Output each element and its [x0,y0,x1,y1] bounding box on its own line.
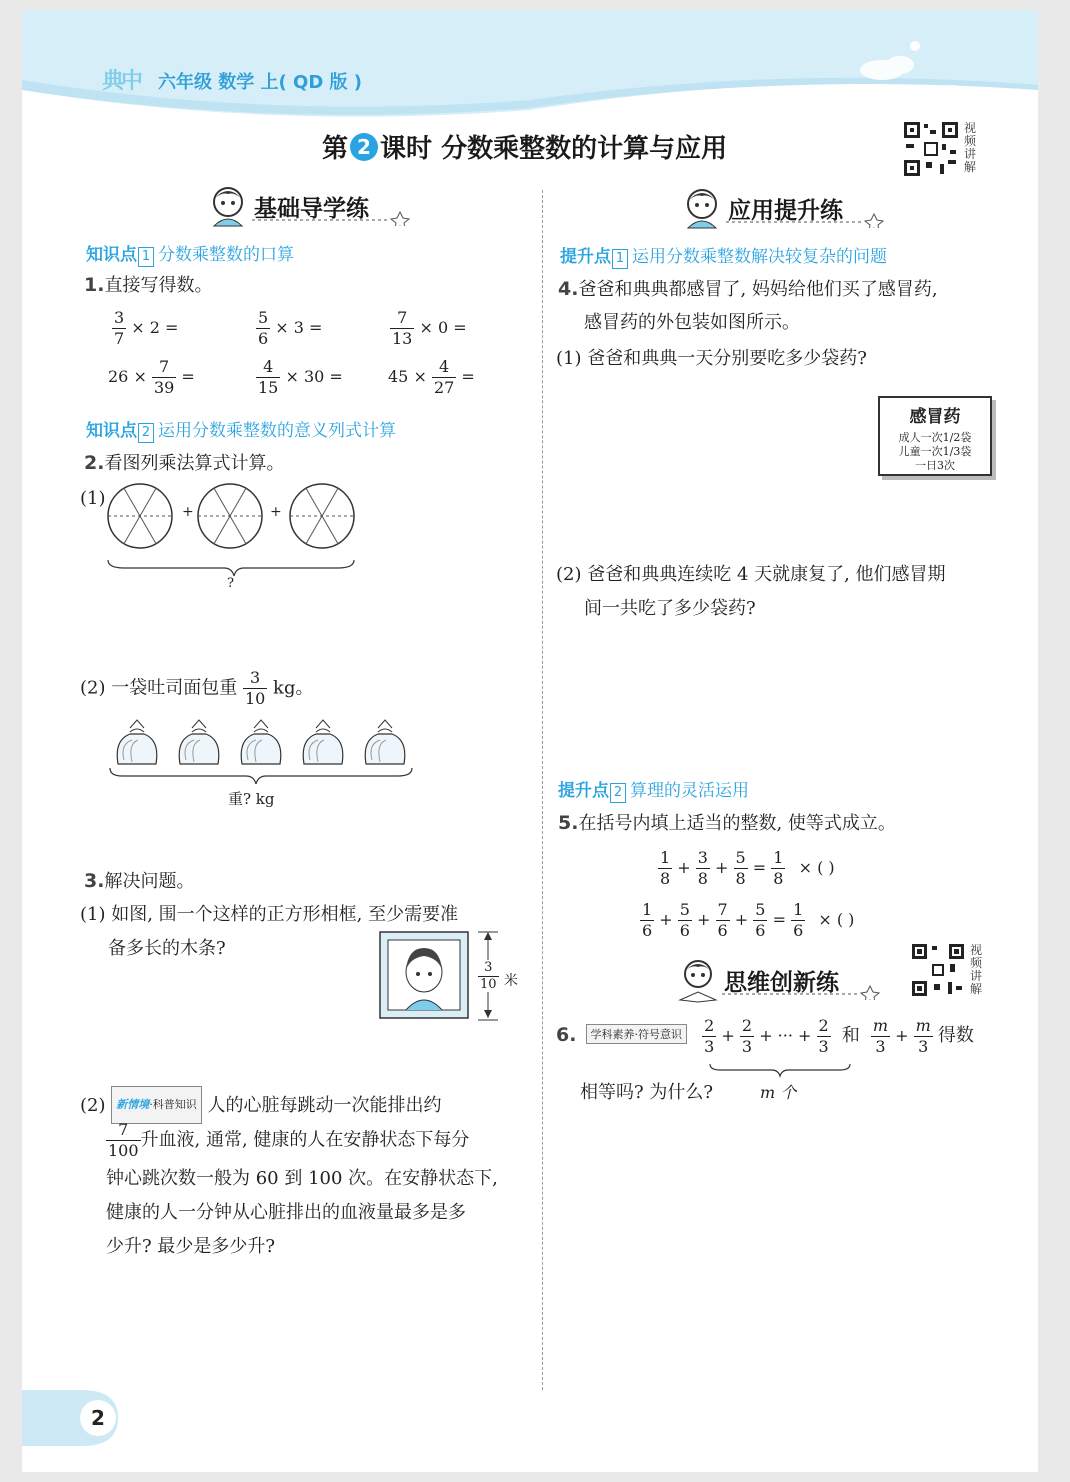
question-2: 2.看图列乘法算式计算。 [84,452,285,474]
plus-sign-2: + [270,504,282,520]
photo-frame-illustration [378,930,474,1024]
qr-label: 视频讲解 [970,943,983,996]
qr-code-icon[interactable] [902,120,960,178]
mascot-icon [208,184,248,228]
column-divider [542,190,543,1390]
question-4-line1: 4.爸爸和典典都感冒了, 妈妈给他们买了感冒药, [558,278,938,300]
lesson-title [322,128,727,165]
section-underline [724,208,884,228]
bread-weight-caption: 重? kg [228,790,275,808]
section-title-thinking: 思维创新练 [724,970,839,996]
oral-calc-3: $\frac{7}{13}$ × 0 = [392,308,467,348]
question-1: 1.直接写得数。 [84,274,213,296]
q2-part1-label: (1) [80,488,106,509]
brace-question: ? [227,576,234,591]
lesson-number: 2 [350,133,378,161]
oral-calc-4: 26 × $\frac{7}{39}$ = [108,357,195,397]
question-5: 5.在括号内填上适当的整数, 使等式成立。 [558,812,896,834]
q4-part2-line2: 间一共吃了多少袋药? [584,598,756,619]
q3-part1-line1: (1) 如图, 围一个这样的正方形相框, 至少需要准 [80,904,459,925]
q6-brace [708,1062,852,1082]
workbook-page [22,10,1038,1472]
improve-point-2: 提升点 2 算理的灵活运用 [558,781,749,801]
q3-part2-line4: 健康的人一分钟从心脏排出的血液量最多是多 [106,1202,466,1223]
brand-logo: 典中 [102,69,141,94]
mascot-icon [682,186,722,230]
question-6-line1: 6. 学科素养·符号意识 $\frac{2}{3}$ + $\frac{2}{3}$ + ··· + $\frac{2}{3}$ 和 $\frac{m}{3}$ + $\frac{m}{3}$ 得数 [556,1016,974,1056]
medicine-box [878,396,992,476]
lesson-prefix: 第 [322,134,349,164]
frame-unit: 米 [504,973,518,989]
medicine-box-line3: 一日3次 [915,459,955,472]
improve-point-1: 提升点 1 运用分数乘整数解决较复杂的问题 [560,247,887,267]
page-number: 2 [80,1400,116,1436]
q3-part2-line3: 钟心跳次数一般为 60 到 100 次。在安静状态下, [106,1168,498,1189]
qr-label: 视频讲解 [964,121,977,174]
question-3: 3.解决问题。 [84,870,195,892]
frame-side-length: $\frac{3}{10}$ [480,960,497,992]
q2-part2: (2) 一袋吐司面包重 $\frac{3}{10}$ kg。 [80,668,314,708]
q6-brace-label: m 个 [760,1083,797,1102]
section-underline [720,980,880,1000]
oral-calc-1: $\frac{3}{7}$ × 2 = [114,308,179,348]
new-context-tag: 新情境·科普知识 [111,1086,202,1124]
q3-part1-line2: 备多长的木条? [108,938,226,959]
section-underline [250,206,410,226]
q5-equation-2: $\frac{1}{6}$ + $\frac{5}{6}$ + $\frac{7}{6}$ + $\frac{5}{6}$ = $\frac{1}{6}$ × ( ) [642,900,855,940]
question-4-line2: 感冒药的外包装如图所示。 [584,312,800,333]
oral-calc-6: 45 × $\frac{4}{27}$ = [388,357,475,397]
book-series: 六年级 数学 上( QD 版 ) [158,72,363,93]
knowledge-point-1: 知识点 1 分数乘整数的口算 [86,245,294,265]
q4-part2-line1: (2) 爸爸和典典连续吃 4 天就康复了, 他们感冒期 [556,564,946,585]
q5-equation-1: $\frac{1}{8}$ + $\frac{3}{8}$ + $\frac{5}{8}$ = $\frac{1}{8}$ × ( ) [660,848,835,888]
circle-fraction-diagram [104,480,364,590]
header-banner [22,10,1038,120]
qr-code-icon[interactable] [910,942,966,998]
q3-part2-line1: (2) 新情境·科普知识 人的心脏每跳动一次能排出约 [80,1086,441,1124]
medicine-box-line1: 成人一次1/2袋 [898,431,972,444]
medicine-box-title: 感冒药 [909,407,961,427]
knowledge-point-2: 知识点 2 运用分数乘整数的意义列式计算 [86,421,396,441]
section-title-advanced: 应用提升练 [728,198,843,224]
section-title-basic: 基础导学练 [254,196,369,222]
q3-part2-line2: $\frac{7}{100}$ 升血液, 通常, 健康的人在安静状态下每分 [108,1120,470,1160]
subject-literacy-tag: 学科素养·符号意识 [586,1024,688,1044]
question-6-line2: 相等吗? 为什么? [580,1082,714,1103]
lesson-title-text: 课时 分数乘整数的计算与应用 [380,134,728,164]
q4-part1: (1) 爸爸和典典一天分别要吃多少袋药? [556,348,867,369]
bread-bags-illustration [108,710,418,790]
mascot-reading-icon [678,958,720,1004]
oral-calc-2: $\frac{5}{6}$ × 3 = [258,308,323,348]
plus-sign-1: + [182,504,194,520]
oral-calc-5: $\frac{4}{15}$ × 30 = [258,357,343,397]
q3-part2-line5: 少升? 最少是多少升? [106,1236,276,1257]
medicine-box-line2: 儿童一次1/3袋 [898,445,972,458]
